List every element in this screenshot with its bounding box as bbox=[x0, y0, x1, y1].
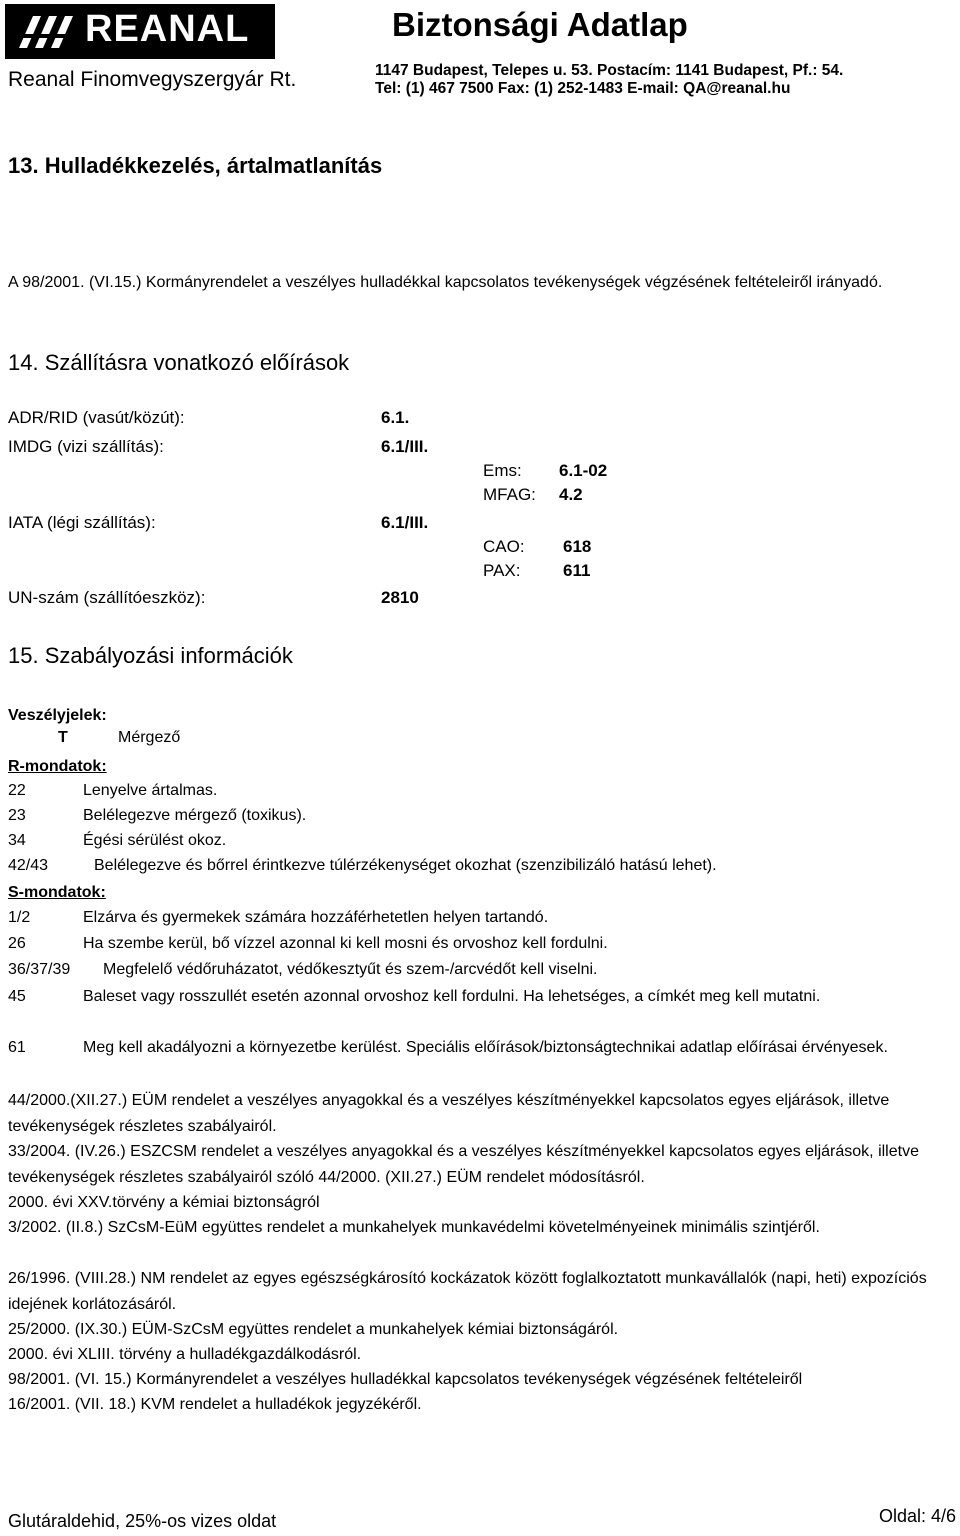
s-phrase-61 bbox=[8, 1035, 956, 1061]
regulation-item: 26/1996. (VIII.28.) NM rendelet az egyes egészségkárosító kockázatok között foglalkoztatott munkavállalók (napi, heti) expozíciós idejének korlátozásáról. bbox=[8, 1270, 927, 1313]
r-phrase-text: Lenyelve ártalmas. bbox=[83, 782, 218, 799]
cao-value: 618 bbox=[563, 537, 592, 556]
r-phrase-text: Belélegezve és bőrrel érintkezve túlérzékenységet okozhat (szenzibilizáló hatású lehet). bbox=[94, 857, 717, 874]
reanal-logo-icon bbox=[15, 12, 77, 52]
s-phrase-text: Ha szembe kerül, bő vízzel azonnal ki kell mosni és orvoshoz kell fordulni. bbox=[83, 935, 608, 952]
s-phrase-code: 26 bbox=[8, 935, 26, 952]
section-13-text: A 98/2001. (VI.15.) Kormányrendelet a veszélyes hulladékkal kapcsolatos tevékenységek végzésének feltételeiről irányadó. bbox=[8, 274, 883, 291]
section-14-title: 14. Szállításra vonatkozó előírások bbox=[8, 350, 350, 375]
section-13-title: 13. Hulladékkezelés, ártalmatlanítás bbox=[8, 153, 383, 178]
r-phrase-text: Belélegezve mérgező (toxikus). bbox=[83, 807, 307, 824]
s-phrases-heading: S-mondatok: bbox=[8, 884, 106, 901]
s-phrase-text: Meg kell akadályozni a környezetbe kerülést. Speciális előírások/biztonságtechnikai adatlap előírásai érvényesek. bbox=[83, 1039, 888, 1056]
address-line: 1147 Budapest, Telepes u. 53. Postacím: 1141 Budapest, Pf.: 54. bbox=[375, 62, 844, 79]
section-15-title: 15. Szabályozási információk bbox=[8, 643, 293, 668]
regulation-item: 2000. évi XLIII. törvény a hulladékgazdálkodásról. bbox=[8, 1346, 362, 1363]
r-phrase-code: 42/43 bbox=[8, 857, 49, 874]
iata-label: IATA (légi szállítás): bbox=[8, 513, 156, 532]
regulation-item: 33/2004. (IV.26.) ESZCSM rendelet a veszélyes anyagokkal és a veszélyes készítményekkel kapcsolatos egyes eljárások, illetve tevékenységek részletes szabályairól szóló 44/2000. (XII.27.) EÜM rendelet módosításról. bbox=[8, 1143, 919, 1186]
r-phrase-code: 23 bbox=[8, 807, 26, 824]
footer-page-number: Oldal: 4/6 bbox=[878, 1506, 956, 1526]
s-phrase-text: Megfelelő védőruházatot, védőkesztyűt és szem-/arcvédőt kell viselni. bbox=[103, 961, 598, 978]
r-phrases-heading: R-mondatok: bbox=[8, 758, 107, 775]
pax-value: 611 bbox=[563, 561, 591, 580]
contact-line: Tel: (1) 467 7500 Fax: (1) 252-1483 E-mail: QA@reanal.hu bbox=[375, 80, 791, 97]
s-phrase-text: Baleset vagy rosszullét esetén azonnal orvoshoz kell fordulni. Ha lehetséges, a címkét meg kell mutatni. bbox=[83, 988, 821, 1005]
reanal-logo bbox=[5, 4, 275, 59]
regulation-item: 3/2002. (II.8.) SzCsM-EüM együttes rendelet a munkahelyek munkavédelmi követelményeinek minimális szintjéről. bbox=[8, 1219, 820, 1236]
imdg-value: 6.1/III. bbox=[381, 437, 429, 456]
document-title: Biztonsági Adatlap bbox=[392, 6, 688, 43]
regulation-item: 25/2000. (IX.30.) EÜM-SzCsM együttes rendelet a munkahelyek kémiai biztonságáról. bbox=[8, 1321, 619, 1338]
s-phrase-code: 45 bbox=[8, 988, 26, 1005]
adr-label: ADR/RID (vasút/közút): bbox=[8, 408, 185, 427]
regulation-item: 16/2001. (VII. 18.) KVM rendelet a hulladékok jegyzékéről. bbox=[8, 1396, 422, 1413]
s-phrase-code: 1/2 bbox=[8, 909, 31, 926]
s-phrase-code: 36/37/39 bbox=[8, 961, 71, 978]
r-phrase-code: 34 bbox=[8, 832, 26, 849]
r-phrase-text: Égési sérülést okoz. bbox=[83, 832, 227, 849]
regulation-item: 98/2001. (VI. 15.) Kormányrendelet a veszélyes hulladékkal kapcsolatos tevékenységek végzésének feltételeiről bbox=[8, 1371, 803, 1388]
r-phrase-code: 22 bbox=[8, 782, 26, 799]
imdg-label: IMDG (vizi szállítás): bbox=[8, 437, 164, 456]
pax-label: PAX: bbox=[483, 561, 521, 580]
hazard-name: Mérgező bbox=[118, 729, 181, 746]
s-phrase-text: Elzárva és gyermekek számára hozzáférhetetlen helyen tartandó. bbox=[83, 909, 549, 926]
hazard-symbol: T bbox=[58, 729, 68, 746]
footer-product-name: Glutáraldehid, 25%-os vizes oldat bbox=[8, 1511, 277, 1531]
regulation-item: 44/2000.(XII.27.) EÜM rendelet a veszélyes anyagokkal és a veszélyes készítményekkel kapcsolatos egyes eljárások, illetve tevékenységek részletes szabályairól. bbox=[8, 1092, 890, 1135]
s-phrase-45 bbox=[8, 984, 956, 1010]
company-name: Reanal Finomvegyszergyár Rt. bbox=[8, 68, 297, 91]
mfag-label: MFAG: bbox=[483, 485, 536, 504]
cao-label: CAO: bbox=[483, 537, 525, 556]
hazard-heading: Veszélyjelek: bbox=[8, 707, 107, 724]
iata-value: 6.1/III. bbox=[381, 513, 429, 532]
un-label: UN-szám (szállítóeszköz): bbox=[8, 588, 206, 607]
regulation-item: 2000. évi XXV.törvény a kémiai biztonságról bbox=[8, 1194, 320, 1211]
un-value: 2810 bbox=[381, 588, 419, 607]
mfag-value: 4.2 bbox=[559, 485, 583, 504]
logo-text: REANAL bbox=[85, 8, 250, 50]
ems-label: Ems: bbox=[483, 461, 522, 480]
ems-value: 6.1-02 bbox=[559, 461, 608, 480]
s-phrase-code: 61 bbox=[8, 1039, 26, 1056]
adr-value: 6.1. bbox=[381, 408, 410, 427]
